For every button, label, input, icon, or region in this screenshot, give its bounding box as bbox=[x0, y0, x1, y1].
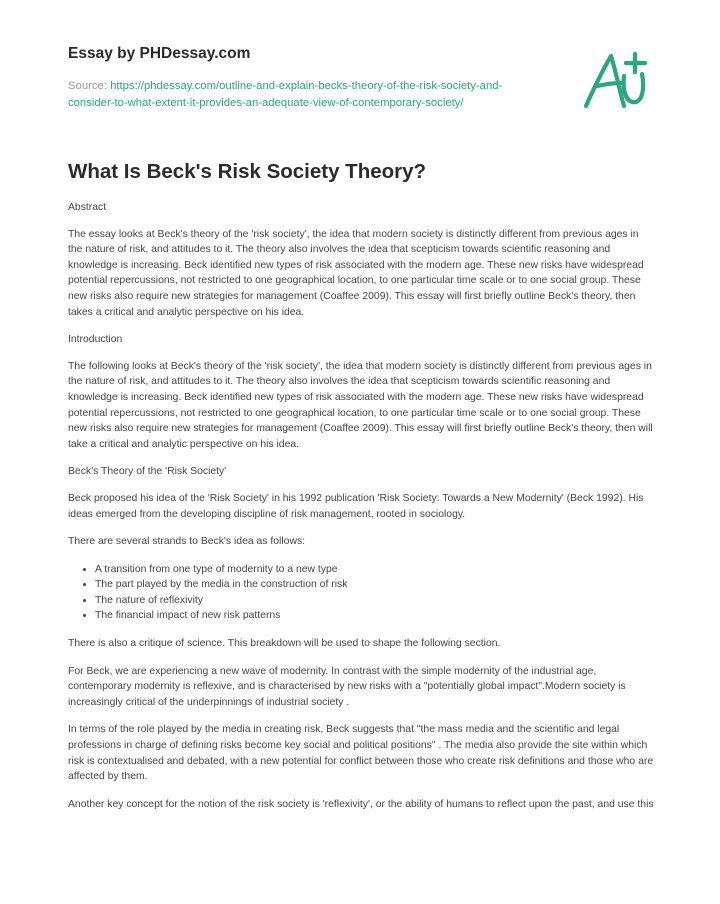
source-link[interactable] bbox=[68, 80, 502, 109]
essay-body bbox=[68, 200, 654, 824]
source-url-line1[interactable]: https://phdessay.com/outline-and-explain-becks-theory-of-the-risk-society-and- bbox=[110, 80, 503, 92]
site-brand[interactable]: Essay by PHDessay.com bbox=[68, 45, 251, 62]
a-plus-logo bbox=[578, 44, 654, 120]
strands-intro: There are several strands to Beck's idea as follows: bbox=[68, 536, 306, 548]
source-label: Source: bbox=[68, 80, 107, 92]
list-item: • The part played by the media in the construction of risk bbox=[95, 577, 654, 593]
modernity-paragraph: For Beck, we are experiencing a new wave of modernity. In contrast with the simple modernity of the industrial age, contemporary modernity is reflexive, and is characterised by new risks with a "potentially global impact".Modern society is increasingly critical of the underpinnings of industrial society . bbox=[68, 665, 626, 708]
list-item: • The financial impact of new risk patterns bbox=[95, 608, 654, 624]
abstract-heading: Abstract bbox=[68, 202, 107, 213]
source-url-line2[interactable]: consider-to-what-extent-it-provides-an-adequate-view-of-contemporary-society/ bbox=[68, 97, 464, 109]
abstract-paragraph: The essay looks at Beck's theory of the 'risk society', the idea that modern society is distinctly different from previous ages in the nature of risk, and attitudes to it. The theory also involves the idea that scepticism towards scientific reasoning and knowledge is increasing. Beck identified new types of risk associated with the modern age. These new risks have widespread potential repercussions, not restricted to one geographical location, to one particular time scale or to one social group. These new risks also require new strategies for management (Coaffee 2009). This essay will first briefly outline Beck's theory, then takes a critical and analytic perspective on his idea. bbox=[68, 228, 644, 318]
introduction-paragraph: The following looks at Beck's theory of the 'risk society', the idea that modern society is distinctly different from previous ages in the nature of risk, and attitudes to it. The theory also involves the idea that scepticism towards scientific reasoning and knowledge is increasing. Beck identified new types of risk associated with the modern age. These new risks have widespread potential repercussions, not restricted to one geographical location, to one particular time scale or to one social group. These new risks also require new strategies for management (Coaffee 2009). This essay will first briefly outline Beck's theory, then will take a critical and analytic perspective on his idea. bbox=[68, 360, 653, 450]
list-item: • A transition from one type of modernity to a new type bbox=[95, 562, 654, 578]
essay-title: What Is Beck's Risk Society Theory? bbox=[68, 160, 427, 183]
media-paragraph: In terms of the role played by the media in creating risk, Beck suggests that "the mass media and the scientific and legal professions in charge of defining risks become key social and political positions" . The media also provide the site within which risk is contextualised and debated, with a new potential for conflict between those who create risk definitions and those who are affected by them. bbox=[68, 724, 654, 783]
source-citation bbox=[68, 78, 568, 112]
strands-list bbox=[68, 562, 654, 624]
theory-paragraph: Beck proposed his idea of the 'Risk Society' in his 1992 publication 'Risk Society: Towards a New Modernity' (Beck 1992). His ideas emerged from the developing discipline of risk management, rooted in sociology. bbox=[68, 492, 644, 520]
introduction-heading: Introduction bbox=[68, 334, 123, 346]
reflexivity-paragraph: Another key concept for the notion of the risk society is 'reflexivity', or the ability of humans to reflect upon the past, and use this bbox=[68, 798, 654, 810]
critique-paragraph: There is also a critique of science. This breakdown will be used to shape the following section. bbox=[68, 638, 501, 650]
list-item: • The nature of reflexivity bbox=[95, 593, 654, 609]
theory-heading: Beck's Theory of the 'Risk Society' bbox=[68, 466, 227, 478]
